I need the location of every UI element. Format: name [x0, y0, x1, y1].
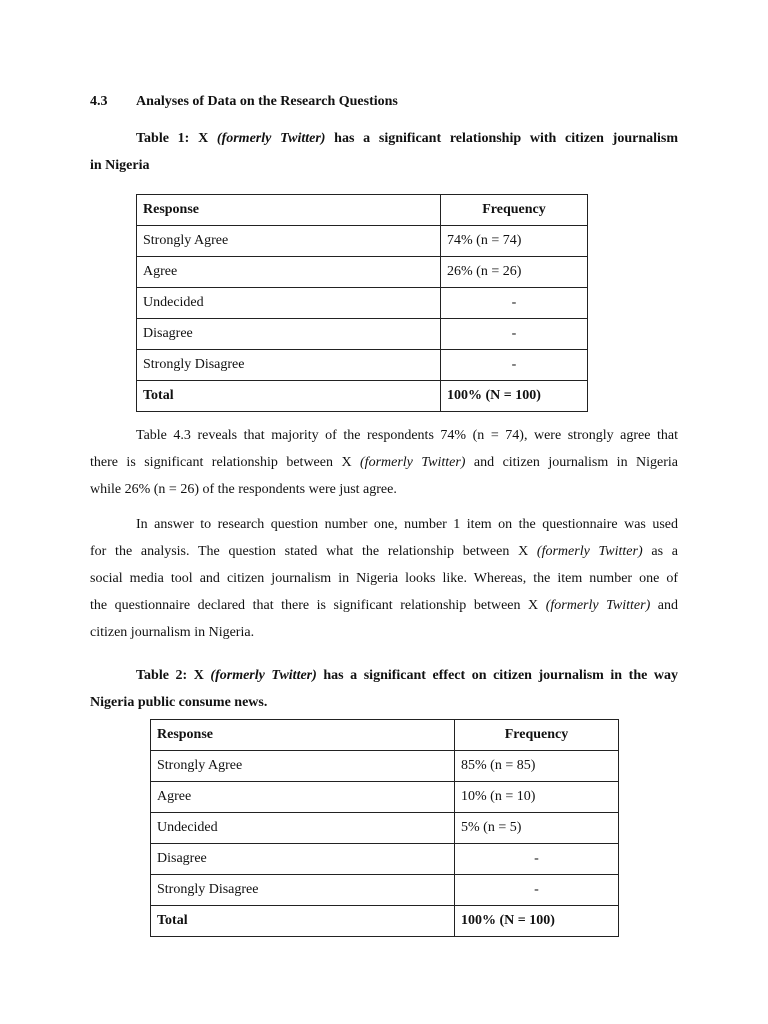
cell-frequency: 26% (n = 26)	[441, 257, 588, 288]
total-value: 100% (N = 100)	[441, 381, 588, 412]
cell-response: Agree	[151, 782, 455, 813]
table-header-row	[151, 720, 619, 751]
cell-frequency: -	[455, 844, 619, 875]
cell-response: Strongly Disagree	[151, 875, 455, 906]
cell-response: Undecided	[151, 813, 455, 844]
table-row	[137, 288, 588, 319]
cell-response: Strongly Disagree	[137, 350, 441, 381]
table2-caption-line1	[90, 662, 678, 689]
table1-caption-line1	[90, 125, 678, 152]
header-frequency: Frequency	[455, 720, 619, 751]
caption-text: has a significant effect on citizen journalism in the way	[316, 668, 678, 683]
table-header-row	[137, 195, 588, 226]
paragraph-line	[90, 449, 678, 476]
paragraph-line: Table 4.3 reveals that majority of the respondents 74% (n = 74), were strongly agree that	[136, 428, 678, 443]
caption-text: Table 2: X	[136, 668, 211, 683]
table-row	[137, 319, 588, 350]
table-row	[151, 782, 619, 813]
header-response: Response	[137, 195, 441, 226]
table-row	[137, 350, 588, 381]
table-row	[137, 257, 588, 288]
paragraph-1	[90, 422, 678, 503]
table-row	[137, 226, 588, 257]
paragraph-line: citizen journalism in Nigeria.	[90, 625, 255, 640]
text-run: Twitter)	[606, 598, 651, 613]
table-row	[151, 751, 619, 782]
caption-text: Twitter)	[271, 668, 317, 683]
total-label: Total	[151, 906, 455, 937]
table-total-row	[137, 381, 588, 412]
text-run: as a	[642, 544, 678, 559]
cell-response: Strongly Agree	[151, 751, 455, 782]
text-run: Twitter)	[598, 544, 643, 559]
paragraph-line	[90, 592, 678, 619]
caption-text: Table 1: X	[136, 131, 217, 146]
header-frequency: Frequency	[441, 195, 588, 226]
table1-caption-line2: in Nigeria	[90, 158, 150, 173]
text-run: for the analysis. The question stated what the relationship between X	[90, 544, 537, 559]
section-title: Analyses of Data on the Research Questions	[136, 94, 398, 109]
section-number: 4.3	[90, 94, 108, 109]
table-row	[151, 844, 619, 875]
caption-text: (formerly	[210, 668, 272, 683]
table1-caption	[90, 125, 678, 179]
cell-frequency: 74% (n = 74)	[441, 226, 588, 257]
paragraph-line: social media tool and citizen journalism in Nigeria looks like. Whereas, the item number one of	[90, 571, 678, 586]
table2-caption	[90, 662, 678, 716]
header-response: Response	[151, 720, 455, 751]
paragraph-line: while 26% (n = 26) of the respondents were just agree.	[90, 482, 397, 497]
total-label: Total	[137, 381, 441, 412]
text-run: Twitter)	[421, 455, 466, 470]
table2-caption-line2: Nigeria public consume news.	[90, 695, 268, 710]
cell-frequency: 10% (n = 10)	[455, 782, 619, 813]
table-row	[151, 813, 619, 844]
text-run: and citizen journalism in Nigeria	[465, 455, 678, 470]
text-run: (formerly	[545, 598, 607, 613]
caption-text: has a significant relationship with citizen journalism	[325, 131, 678, 146]
paragraph-line: In answer to research question number one, number 1 item on the questionnaire was used	[136, 517, 678, 532]
cell-frequency: -	[455, 875, 619, 906]
cell-response: Disagree	[137, 319, 441, 350]
table-row	[151, 875, 619, 906]
table1	[136, 194, 588, 412]
text-run: the questionnaire declared that there is significant relationship between X	[90, 598, 546, 613]
text-run: (formerly	[360, 455, 422, 470]
paragraph-2	[90, 511, 678, 646]
table-total-row	[151, 906, 619, 937]
cell-frequency: -	[441, 288, 588, 319]
cell-response: Disagree	[151, 844, 455, 875]
caption-text: Twitter)	[280, 131, 326, 146]
cell-response: Strongly Agree	[137, 226, 441, 257]
total-value: 100% (N = 100)	[455, 906, 619, 937]
cell-frequency: -	[441, 319, 588, 350]
text-run: there is significant relationship between X	[90, 455, 361, 470]
table2	[150, 719, 619, 937]
caption-text: (formerly	[216, 131, 281, 146]
cell-frequency: 85% (n = 85)	[455, 751, 619, 782]
cell-response: Agree	[137, 257, 441, 288]
cell-frequency: 5% (n = 5)	[455, 813, 619, 844]
text-run: and	[650, 598, 679, 613]
text-run: (formerly	[536, 544, 599, 559]
cell-response: Undecided	[137, 288, 441, 319]
section-heading	[90, 94, 398, 110]
cell-frequency: -	[441, 350, 588, 381]
paragraph-line	[90, 538, 678, 565]
